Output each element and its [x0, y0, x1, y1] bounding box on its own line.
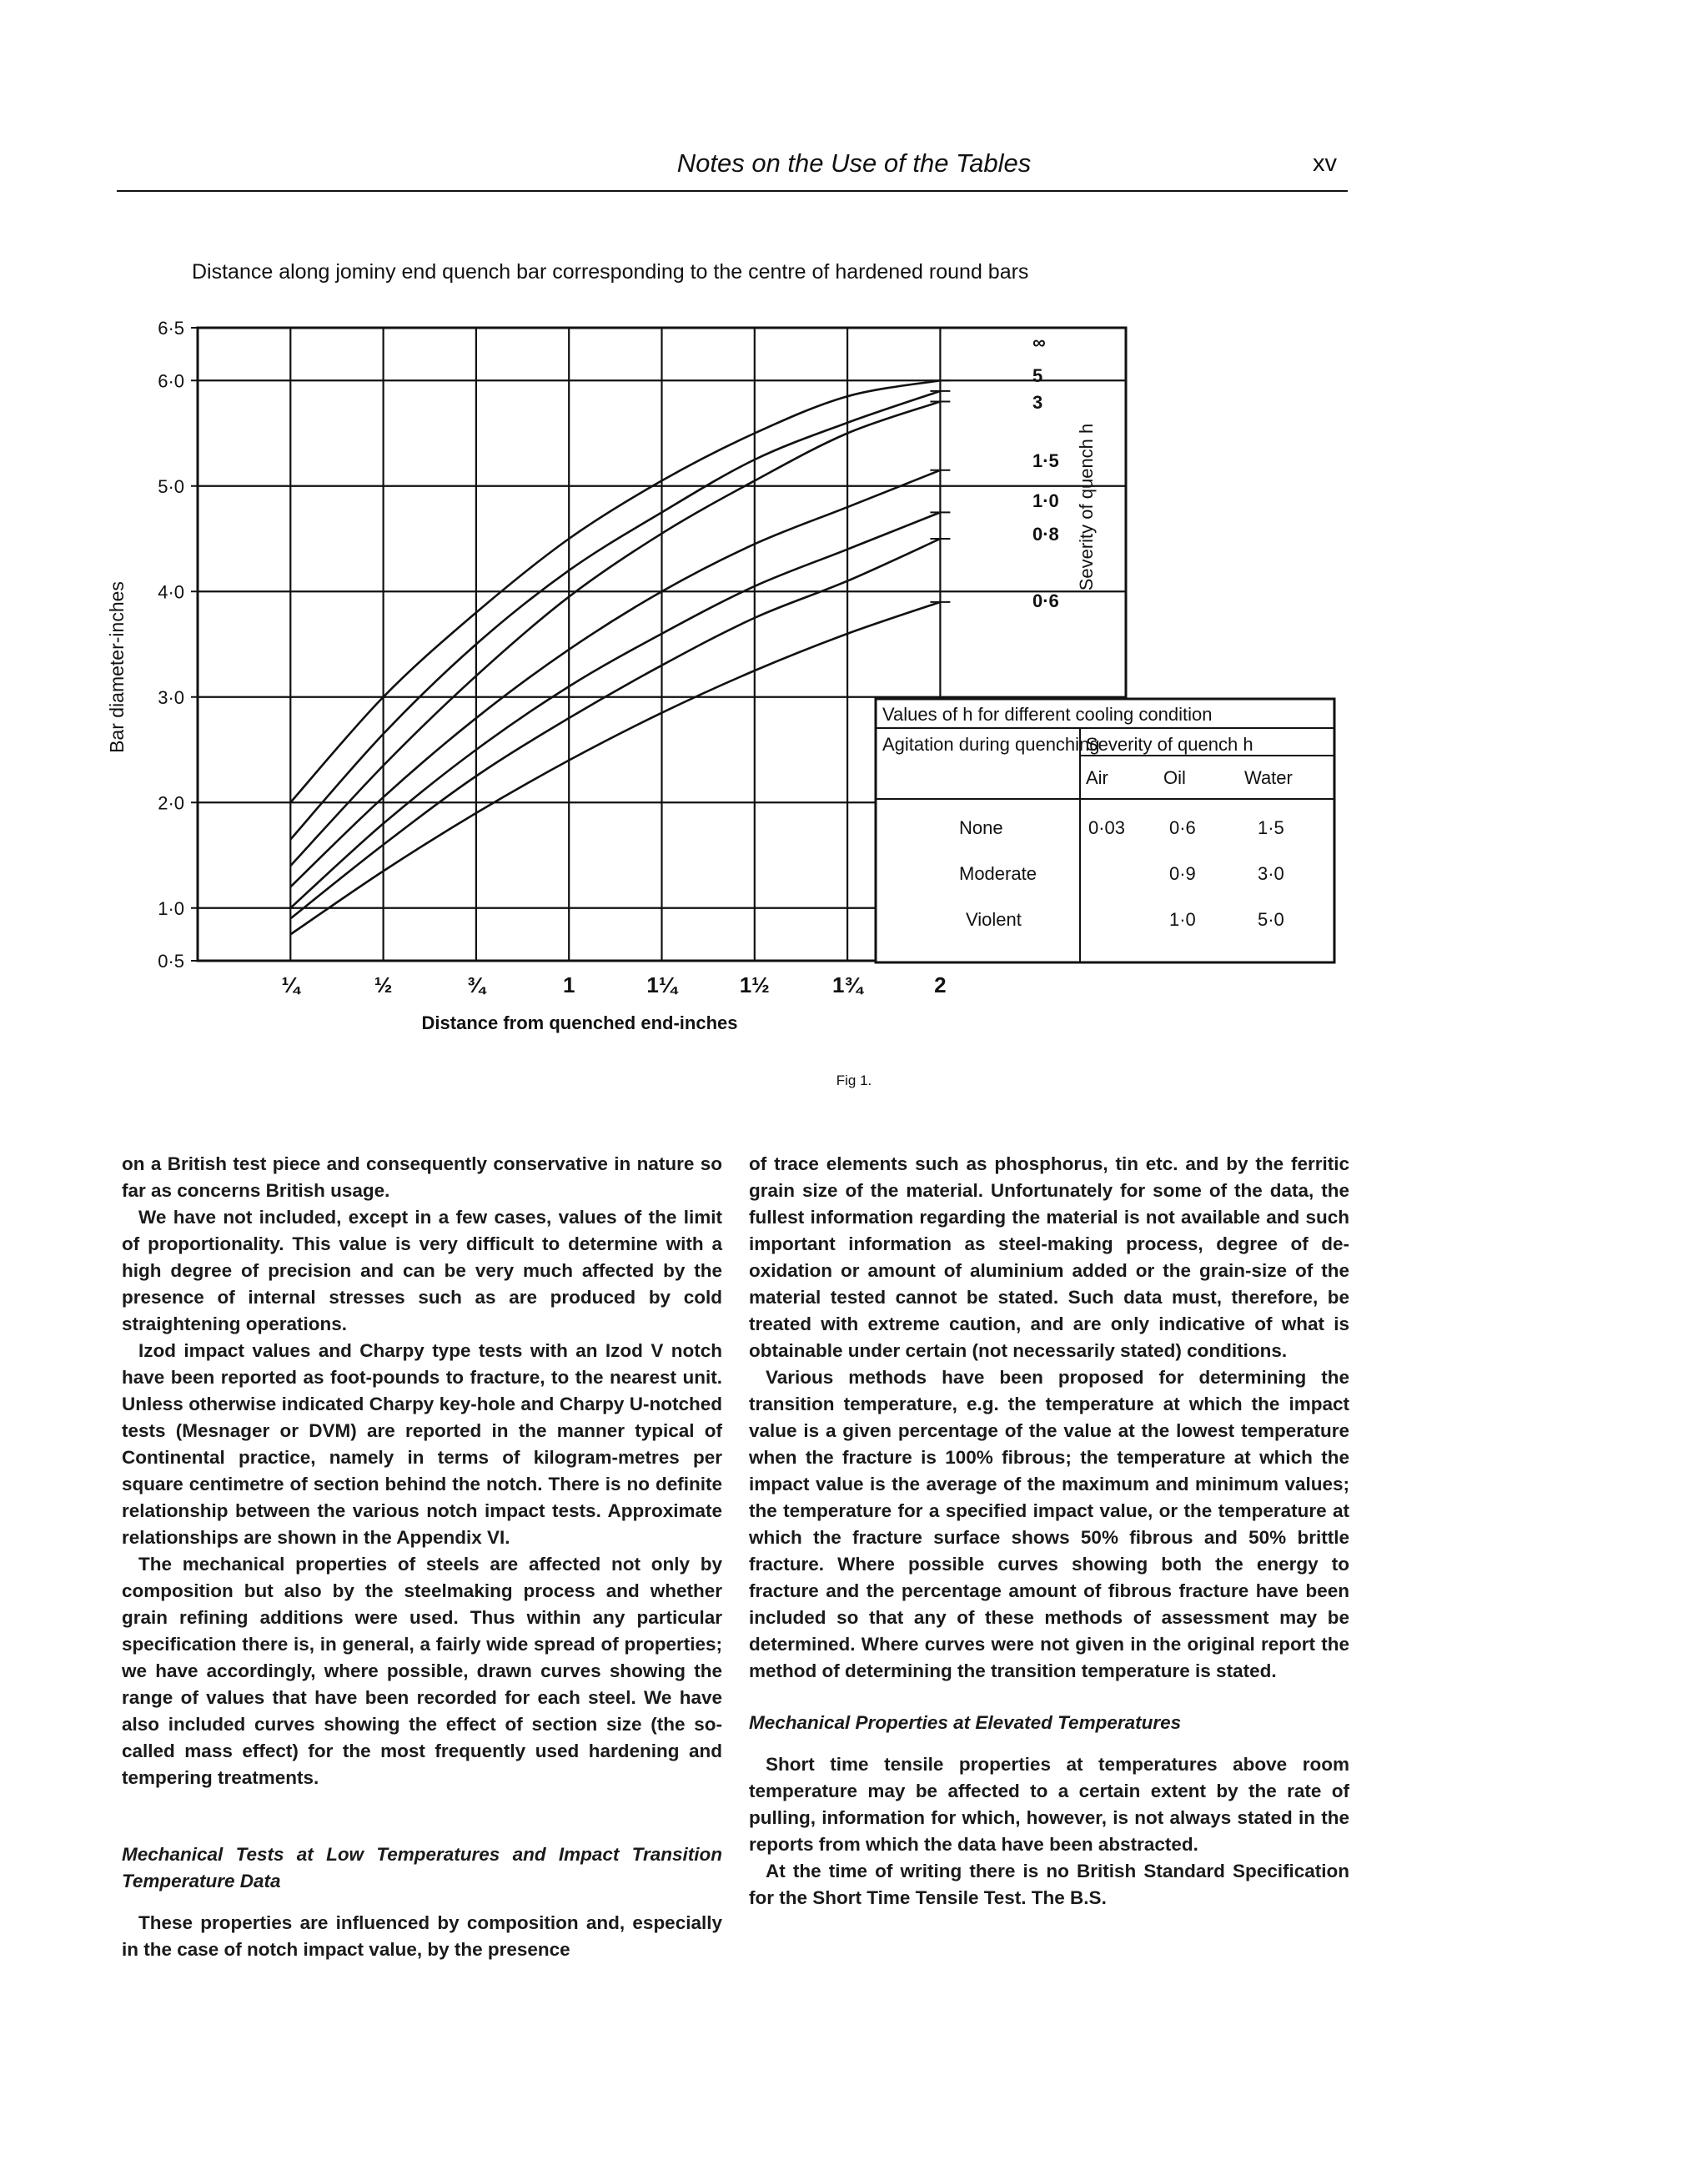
- paragraph: We have not included, except in a few cases, values of the limit of proportionality. This value is very difficult to determine with a high degree of precision and can be very much affected by the presence of internal stresses such as are produced by cold straightening operations.: [122, 1207, 722, 1334]
- x-axis-label: Distance from quenched end-inches: [421, 1012, 738, 1033]
- y-axis-label: Bar diameter-inches: [106, 581, 128, 753]
- x-tick-label: ¼: [281, 972, 300, 997]
- inset-subheader-oil: Oil: [1163, 767, 1186, 788]
- inset-row-water: 3·0: [1258, 863, 1284, 884]
- series-label: 1·0: [1032, 490, 1059, 511]
- x-tick-label: 1: [562, 972, 575, 997]
- inset-row-water: 5·0: [1258, 909, 1284, 930]
- running-header-title: Notes on the Use of the Tables: [676, 148, 1032, 178]
- series-label: 5: [1032, 365, 1043, 386]
- inset-row-agitation: Moderate: [959, 863, 1037, 884]
- inset-row-water: 1·5: [1258, 817, 1284, 838]
- series-label: 1·5: [1032, 450, 1059, 471]
- series-curve: [290, 470, 940, 887]
- series-curve: [290, 402, 940, 867]
- x-tick-labels: [281, 972, 946, 997]
- y-tick-label: 6·0: [158, 370, 184, 392]
- x-tick-label: 1¼: [646, 972, 677, 997]
- x-tick-label: ½: [374, 972, 393, 997]
- left-column: [122, 1151, 722, 1963]
- y-tick-label: 1·0: [158, 897, 184, 919]
- series-labels: [1032, 332, 1059, 611]
- inset-col1-header: Agitation during quenching: [882, 734, 1100, 755]
- paragraph: Izod impact values and Charpy type tests with an Izod V notch have been reported as foot-pounds to fracture, to the nearest unit. Unless otherwise indicated Charpy key-hole and Charpy U-notched tests (Mesnager or DVM) are reported in the manner typical of Continental practice, namely in terms of kilogram-metres per square centimetre of section behind the notch. There is no definite relationship between the various notch impact tests. Approximate relationships are shown in the Appendix VI.: [122, 1340, 722, 1548]
- paragraph: Various methods have been proposed for determining the transition temperature, e.g. the temperature at which the impact value is a given percentage of the value at the lowest temperature when the fracture is 100% fibrous; the temperature at which the impact value is the average of the maximum and minimum values; the temperature for a specified impact value, or the temperature at which the fracture surface shows 50% fibrous and 50% brittle fracture. Where possible curves showing both the energy to fracture and the percentage amount of fibrous fracture have been included so that any of these methods of assessment may be determined. Where curves were not given in the original report the method of determining the transition temperature is stated.: [749, 1367, 1349, 1681]
- inset-subheader-water: Water: [1244, 767, 1293, 788]
- inset-table: [876, 699, 1334, 962]
- inset-row-air: 0·03: [1088, 817, 1126, 838]
- y-tick-label: 0·5: [158, 951, 184, 972]
- right-axis-label: Severity of quench h: [1076, 423, 1097, 591]
- paragraph: of trace elements such as phosphorus, tin etc. and by the ferritic grain size of the material. Unfortunately for some of the data, the fullest information regarding the material is not available and such important information as steel-making process, degree of de-oxidation or amount of aluminium added or the grain-size of the material tested cannot be stated. Such data must, therefore, be treated with extreme caution, and are only indicative of what is obtainable under certain (not necessarily stated) conditions.: [749, 1153, 1349, 1361]
- x-tick-label: ¾: [467, 972, 485, 997]
- inset-col2-header: Severity of quench h: [1086, 734, 1253, 755]
- section-heading: Mechanical Properties at Elevated Temperatures: [749, 1712, 1182, 1733]
- paragraph: These properties are influenced by composition and, especially in the case of notch impact value, by the presence: [122, 1912, 722, 1960]
- series-label: ∞: [1032, 332, 1046, 353]
- series-label: 0·6: [1032, 590, 1059, 611]
- y-tick-label: 2·0: [158, 792, 184, 814]
- x-tick-label: 2: [934, 972, 947, 997]
- x-tick-label: 1¾: [832, 972, 863, 997]
- paragraph: The mechanical properties of steels are affected not only by composition but also by the steelmaking process and whether grain refining additions were used. Thus within any particular specification there is, in general, a fairly wide spread of properties; we have accordingly, where possible, drawn curves showing the range of values that have been recorded for each steel. We have also included curves showing the effect of section size (the so-called mass effect) for the most frequently used hardening and tempering treatments.: [122, 1554, 722, 1788]
- page-number: xv: [1313, 150, 1337, 177]
- paragraph: At the time of writing there is no British Standard Specification for the Short Time Tensile Test. The B.S.: [749, 1861, 1349, 1908]
- y-tick-label: 5·0: [158, 475, 184, 497]
- inset-row-oil: 0·9: [1169, 863, 1196, 884]
- paragraph: on a British test piece and consequently conservative in nature so far as concerns British usage.: [122, 1153, 722, 1201]
- series-curve: [290, 602, 940, 934]
- jominy-chart: [0, 0, 1708, 1059]
- section-heading: Mechanical Tests at Low Temperatures and Impact Transition Temperature Data: [122, 1844, 722, 1891]
- series-label: 0·8: [1032, 524, 1059, 545]
- inset-row-oil: 1·0: [1169, 909, 1196, 930]
- x-tick-label: 1½: [739, 972, 770, 997]
- y-tick-label: 4·0: [158, 581, 184, 603]
- y-tick-labels: [158, 318, 184, 972]
- y-tick-label: 6·5: [158, 318, 184, 339]
- figure-title: Distance along jominy end quench bar corresponding to the centre of hardened round bars: [192, 260, 1029, 284]
- inset-row-agitation: Violent: [966, 909, 1022, 930]
- inset-table-title: Values of h for different cooling condition: [882, 704, 1213, 725]
- inset-row-agitation: None: [959, 817, 1003, 838]
- inset-subheader-air: Air: [1086, 767, 1108, 788]
- figure-caption: Fig 1.: [836, 1072, 872, 1088]
- y-tick-label: 3·0: [158, 686, 184, 708]
- series-curve: [290, 512, 940, 907]
- chart-curves: [290, 380, 950, 934]
- series-label: 3: [1032, 392, 1043, 413]
- inset-row-oil: 0·6: [1169, 817, 1196, 838]
- series-curve: [290, 391, 940, 840]
- paragraph: Short time tensile properties at temperatures above room temperature may be affected to a certain extent by the rate of pulling, information for which, however, is not always stated in the reports from which the data have been abstracted.: [749, 1754, 1349, 1855]
- right-column: [749, 1151, 1349, 1911]
